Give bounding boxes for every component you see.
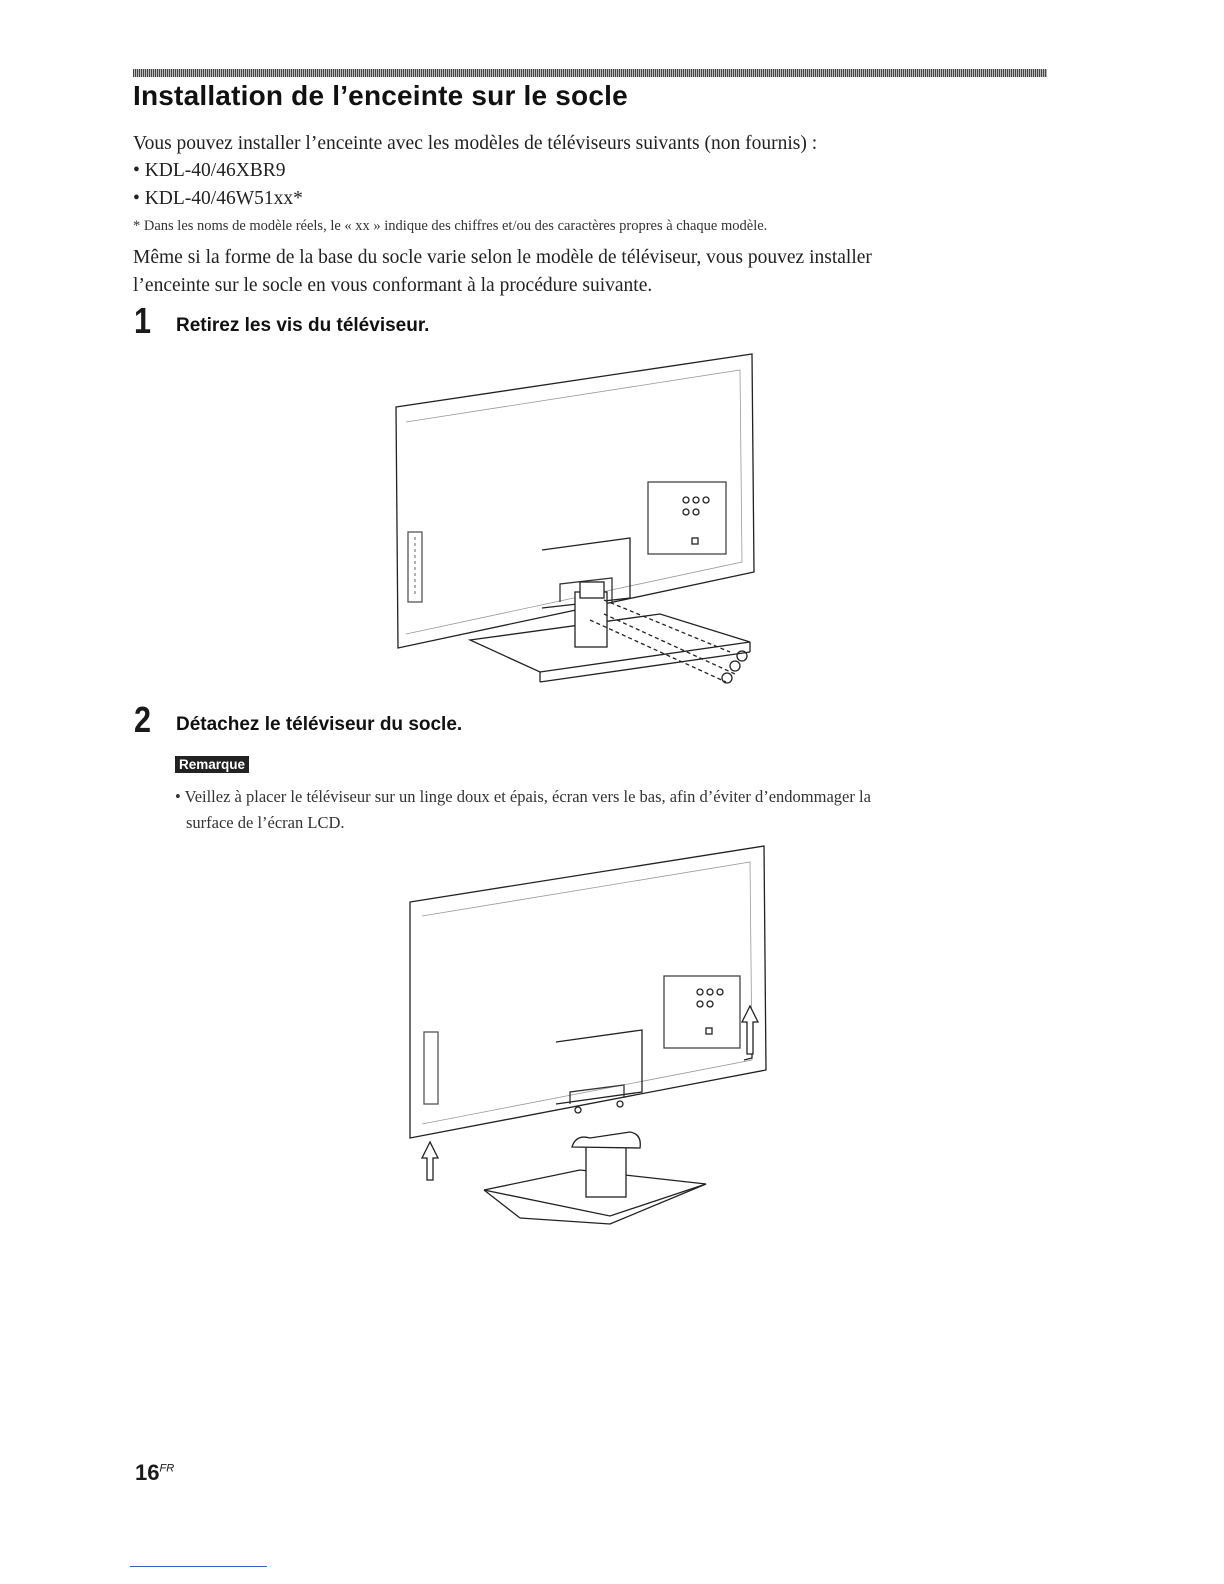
page-number-value: 16 [135,1460,160,1485]
note-line-2: surface de l’écran LCD. [186,813,345,832]
page-number [135,1460,174,1486]
model-item-1: • KDL-40/46XBR9 [133,160,286,181]
step-2-text: Détachez le téléviseur du socle. [176,714,463,735]
step-1-text: Retirez les vis du téléviseur. [176,315,430,336]
note-badge: Remarque [175,756,249,773]
section-top-rule [133,69,1047,77]
model-item-2: • KDL-40/46W51xx* [133,188,303,209]
figure-detach-stand [400,842,780,1230]
page-number-suffix: FR [159,1462,175,1475]
bottom-rule [130,1566,267,1567]
note-line-1: • Veillez à placer le téléviseur sur un linge doux et épais, écran vers le bas, afin d’éviter d’endommager la [175,787,871,806]
model-footnote: * Dans les noms de modèle réels, le « xx » indique des chiffres et/ou des caractères propres à chaque modèle. [133,218,768,234]
procedure-paragraph-line-1: Même si la forme de la base du socle varie selon le modèle de téléviseur, vous pouvez installer [133,247,872,268]
section-title: Installation de l’enceinte sur le socle [133,80,628,111]
note-text [175,784,1035,836]
step-1-number: 1 [134,300,152,341]
intro-paragraph: Vous pouvez installer l’enceinte avec les modèles de téléviseurs suivants (non fournis) : [133,133,818,154]
procedure-paragraph-line-2: l’enceinte sur le socle en vous conformant à la procédure suivante. [133,275,653,296]
step-2-number: 2 [134,699,152,740]
figure-remove-screws [390,352,800,694]
